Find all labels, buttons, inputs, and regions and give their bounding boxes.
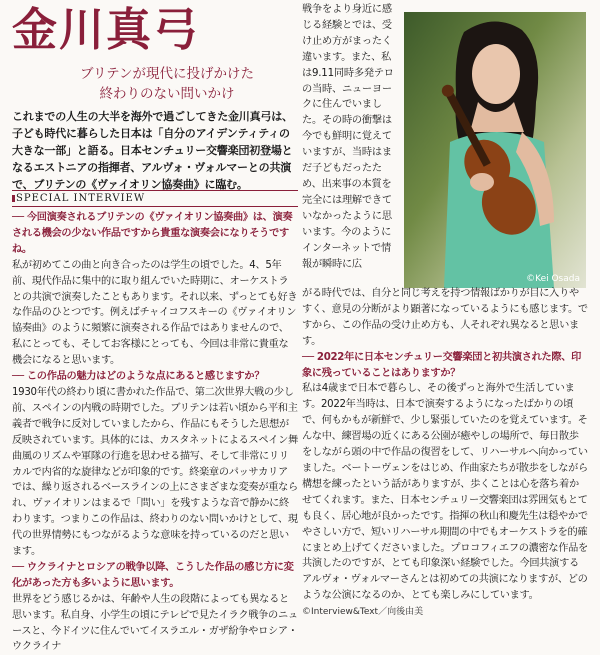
photo-portrait-violinist-icon	[404, 12, 586, 288]
question-text: ── 2022年に日本センチュリー交響楽団と初共演された際、印象に残っていることはありますか？	[302, 351, 582, 379]
answer-text: 1930年代の終わり頃に書かれた作品で、第二次世界大戦の少し前、スペインの内戦の時期でした。ブリテンは若い頃から平和主義者で戦争に反対していましたから、作品にもそうした思想が反映されています。具体的には、カスタネットによるスペイン舞曲風のリズムや軍隊の行進を思わせる描写、そして非常にリリカルで内省的な旋律などが印象的です。終楽章のパッサカリアでは、繰り返されるベースラインの上にさまざまな変奏が重なられ、ヴァイオリンはまるで「問い」を残すような音で静かに終わります。つまりこの作品は、終わりのない問いかけとして、現代の世界情勢にもつながるような意味を持っているのだと思います。	[12, 386, 298, 558]
question-text: ── ウクライナとロシアの戦争以降、こうした作品の感じ方に変化があった方も多いように思います。	[12, 561, 294, 589]
answer-text: 世界をどう感じるかは、年齢や人生の段階によっても異なると思います。私自身、小学生の頃にテレビで見たイラク戦争のニュースと、今ドイツに住んでいてイスラエル・ガザ紛争やロシア・ウクライナ	[12, 593, 298, 653]
lead-paragraph: これまでの人生の大半を海外で過ごしてきた金川真弓は、子ども時代に暮らした日本は「自分のアイデンティティの大きな一部」と語る。日本センチュリー交響楽団初登場となるエストニアの指揮者、アルヴォ・ヴォルマーとの共演で、ブリテンの《ヴァイオリン協奏曲》に臨む。	[12, 110, 293, 191]
article-subtitle	[36, 64, 298, 104]
question-text: ── 今回演奏されるブリテンの《ヴァイオリン協奏曲》は、演奏される機会の少ない作品ですから貴重な演奏会になりそうですね。	[12, 212, 293, 255]
article-column-3	[302, 286, 588, 604]
interview-credit: ©Interview&Text／向後由美	[302, 607, 424, 617]
special-interview-bar	[12, 190, 298, 207]
answer-text: 私は4歳まで日本で暮らし、その後ずっと海外で生活しています。2022年当時は、日本で演奏するようになったばかりの頃で、何もかもが新鮮で、少し緊張していたのを覚えています。そんな中、練習場の近くにある公園が癒やしの場所で、毎日散歩をしながら頭の中で作品の復習をして、リハーサルへ向かっていました。ベートーヴェンをはじめ、作曲家たちが散歩をしながら構想を練ったという話がありますが、歩くことは心を落ち着かせてくれます。また、日本センチュリー交響楽団は雰囲気もとても良く、居心地が良かったです。指揮の秋山和慶先生は穏やかでやさしい方で、短いリハーサル期間の中でもオーケストラを的確にまとめ上げてくださいました。プロコフィエフの濃密な作品を共演したのですが、とても印象深い経験でした。今回共演するアルヴォ・ヴォルマーさんとは初めての共演になりますが、どのような公演になるのか、とても楽しみにしています。	[302, 383, 588, 602]
article-column-2: 戦争をより身近に感じる経験とでは、受け止め方がまったく違います。また、私は9.11同時多発テロの当時、ニューヨークに住んでいました。その時の衝撃は今でも鮮明に覚えていますが、当時はまだ子どもだったため、出来事の本質を完全には理解できていなかったように思います。今のようにインターネットで情報が瞬時に広	[302, 4, 394, 270]
question-text: ── この作品の魅力はどのような点にあると感じますか？	[12, 371, 265, 383]
photo-credit: ©Kei Osada	[526, 274, 580, 284]
section-marker-icon	[12, 195, 15, 202]
article-column-1	[12, 210, 298, 655]
answer-text: がる時代では、自分と同じ考えを持つ情報ばかりが目に入りやすく、意見の分断がより顕著になっているようにも感じます。ですから、この作品の受け止め方も、人それぞれ異なると思います。	[302, 288, 588, 347]
violinist-photo	[404, 12, 586, 288]
article-title: 金川真弓	[12, 3, 201, 56]
subtitle-text: ブリテンが現代に投げかけた 終わりのない問いかけ	[79, 66, 254, 102]
answer-text: 私が初めてこの曲と向き合ったのは学生の頃でした。4、5年前、現代作品に集中的に取り組んでいた時期に、オーケストラとの共演で演奏したこともあります。それ以来、ずっとても好きな作品のひとつです。例えばチャイコフスキーの《ヴァイオリン協奏曲》のように頻繁に演奏される作品ではありませんので、私にとっても、そしてお客様にとっても、今回は非常に貴重な機会になると思います。	[12, 259, 298, 367]
special-interview-label: SPECIAL INTERVIEW	[16, 193, 146, 204]
